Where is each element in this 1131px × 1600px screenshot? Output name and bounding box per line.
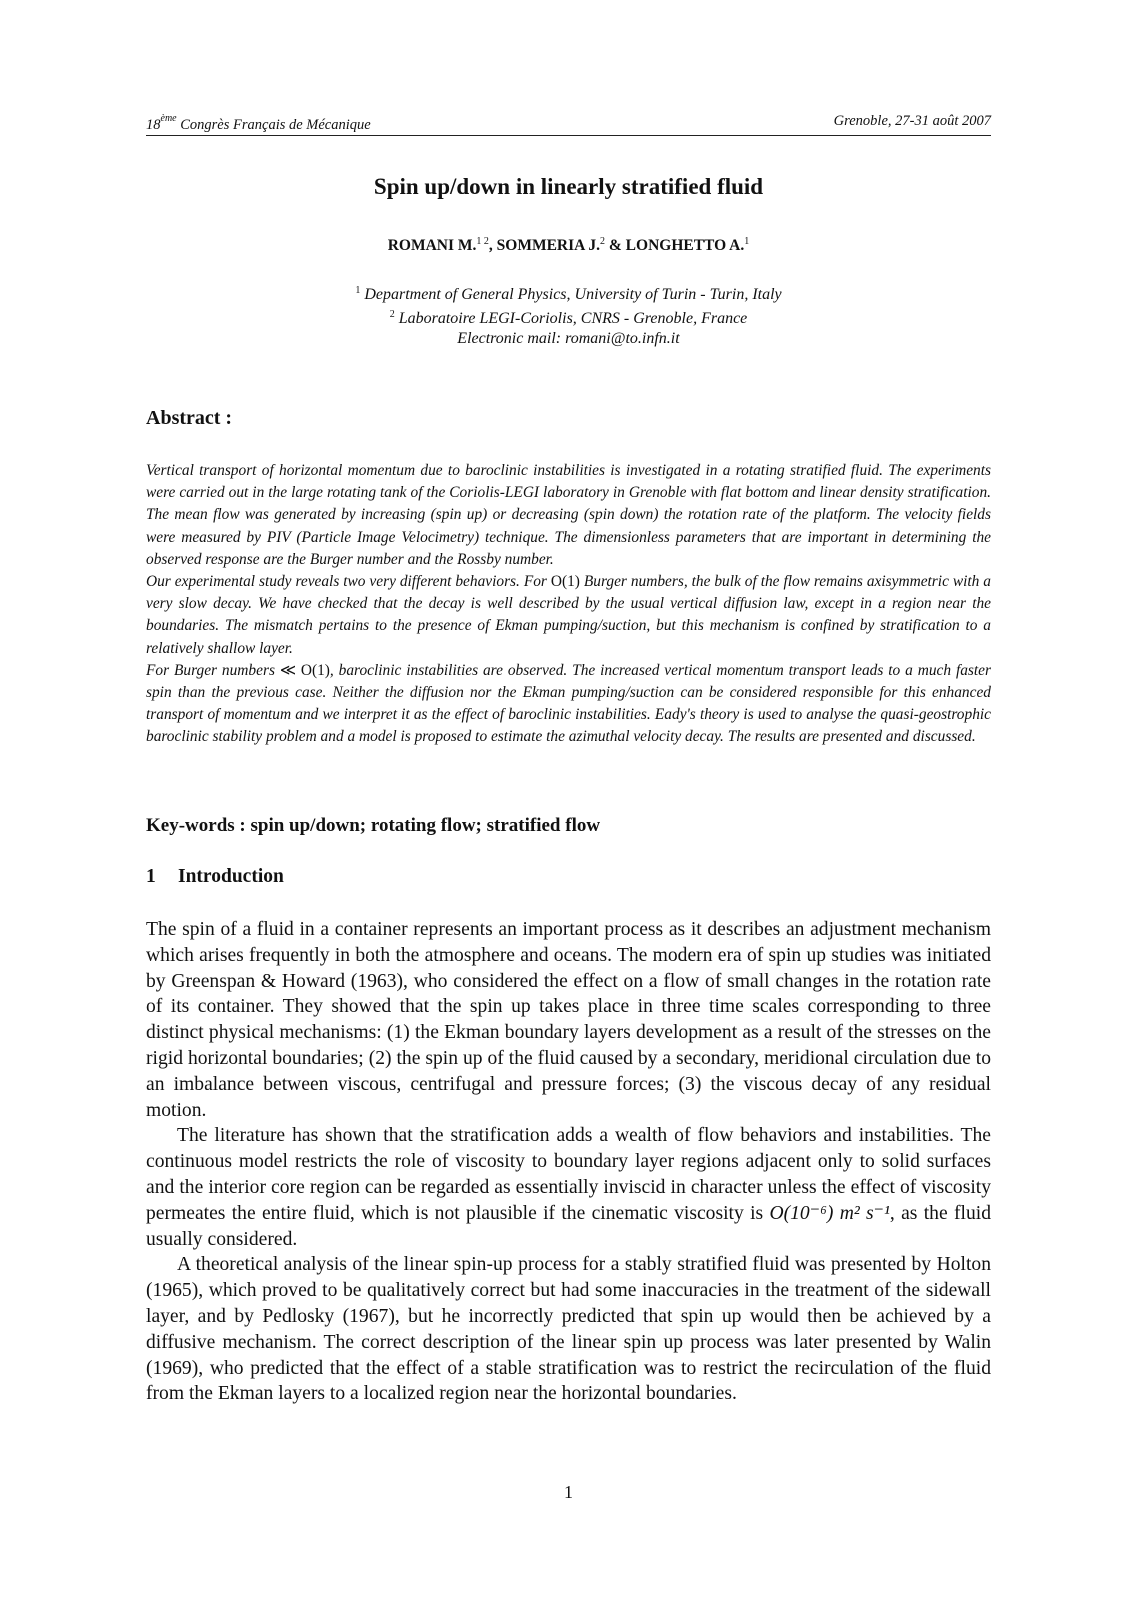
abstract-paragraph-3: For Burger numbers ≪ O(1), baroclinic instabilities are observed. The increased vertical momentum transport leads to a much faster spin than the previous case. Neither the diffusion nor the Ekman pumping/suction can be considered responsible for this enhanced transport of momentum and we interpret it as the effect of baroclinic instabilities. Eady's theory is used to analyse the quasi-geostrophic baroclinic stability problem and a model is proposed to estimate the azimuthal velocity decay. The results are presented and discussed. (146, 661, 991, 746)
body-paragraph-1: The spin of a fluid in a container represents an important process as it describes an adjustment mechanism which arises frequently in both the atmosphere and oceans. The modern era of spin up studies was initiated by Greenspan & Howard (1963), who considered the effect on a flow of small changes in the rotation rate of its container. They showed that the spin up takes place in three time scales corresponding to three distinct physical mechanisms: (1) the Ekman boundary layers development as a result of the stresses on the rigid horizontal boundaries; (2) the spin up of the fluid caused by a secondary, meridional circulation due to an imbalance between viscous, centrifugal and pressure forces; (3) the viscous decay of any residual motion. (146, 919, 991, 1121)
affiliation-2: $^2$ Laboratoire LEGI-Coriolis, CNRS - Grenoble, France (389, 309, 748, 327)
math-item-1: (1) (386, 1022, 410, 1044)
page-number: 1 (564, 1482, 573, 1502)
math-much-less-order-one: ≪ O(1) (279, 661, 330, 679)
body-paragraph-2: The literature has shown that the stratification adds a wealth of flow behaviors and instabilities. The continuous model restricts the role of viscosity to boundary layer regions adjacent only to solid surfaces and the interior core region can be regarded as essentially inviscid in character unless the effect of viscosity permeates the entire fluid, which is not plausible if the cinematic viscosity is O(10⁻⁶) m² s⁻¹, as the fluid usually considered. (146, 1125, 991, 1250)
section-heading: 1 Introduction (146, 866, 284, 887)
body-paragraph-3: A theoretical analysis of the linear spin-up process for a stably stratified fluid was presented by Holton (1965), which proved to be qualitatively correct but had some inaccuracies in the treatment of the sidewall layer, and by Pedlosky (1967), but he incorrectly predicted that spin up would then be achieved by a diffusive mechanism. The correct description of the linear spin up process was later presented by Walin (1969), who predicted that the effect of a stable stratification was to restrict the recirculation of the fluid from the Ekman layers to a localized region near the horizontal boundaries. (146, 1254, 991, 1405)
abstract-heading: Abstract : (146, 407, 233, 429)
author-list: ROMANI M.$^{1 2}$, SOMMERIA J.$^2$ & LONGHETTO A.$^1$ (387, 236, 750, 254)
header-location-date: Grenoble, 27-31 août 2007 (833, 113, 991, 129)
math-order-one: O(1) (550, 573, 580, 591)
abstract-text (146, 460, 991, 749)
keywords: Key-words : spin up/down; rotating flow; stratified flow (146, 815, 601, 836)
math-item-2: (2) (368, 1047, 392, 1069)
running-header (146, 109, 991, 136)
affiliations (146, 281, 991, 349)
math-viscosity: O(10⁻⁶) m² s⁻¹ (769, 1202, 890, 1224)
paper-title: Spin up/down in linearly stratified fluid (373, 174, 764, 199)
introduction-text (146, 917, 991, 1407)
abstract-paragraph-1: Vertical transport of horizontal momentum due to baroclinic instabilities is investigated in a rotating stratified fluid. The experiments were carried out in the large rotating tank of the Coriolis-LEGI laboratory in Grenoble with flat bottom and linear density stratification. The mean flow was generated by increasing (spin up) or decreasing (spin down) the rotation rate of the platform. The velocity fields were measured by PIV (Particle Image Velocimetry) technique. The dimensionless parameters that are important in determining the observed response are the Burger number and the Rossby number. (146, 462, 991, 568)
abstract-paragraph-2: Our experimental study reveals two very different behaviors. For O(1) Burger numbers, the bulk of the flow remains axisymmetric with a very slow decay. We have checked that the decay is well described by the usual vertical diffusion law, except in a region near the boundaries. The mismatch pertains to the presence of Ekman pumping/suction, but this mechanism is confined by stratification to a relatively shallow layer. (146, 573, 991, 657)
contact-email: Electronic mail: romani@to.infn.it (457, 330, 680, 347)
math-item-3: (3) (678, 1073, 702, 1095)
header-conference: 18ème Congrès Français de Mécanique (146, 113, 371, 133)
affiliation-1: $^1$ Department of General Physics, University of Turin - Turin, Italy (355, 285, 782, 303)
